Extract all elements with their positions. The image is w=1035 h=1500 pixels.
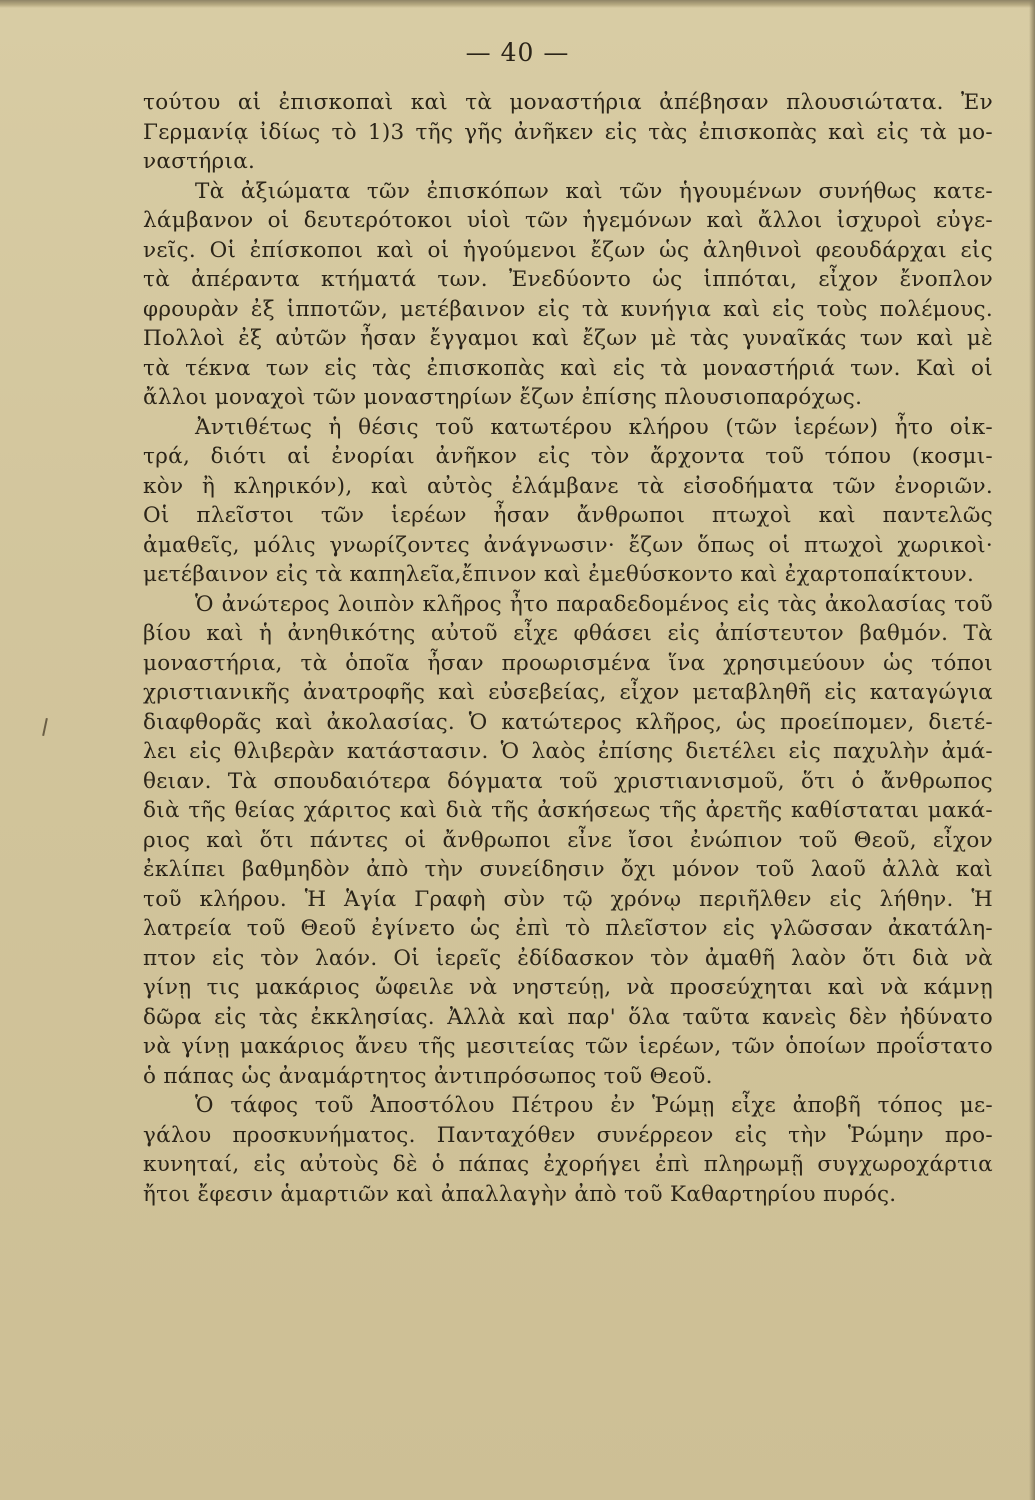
text-line: τρά, διότι αἱ ἐνορίαι ἀνῆκον εἰς τὸν ἄρχοντα τοῦ τόπου (κοσμι-: [143, 444, 993, 469]
text-line: νεῖς. Οἱ ἐπίσκοποι καὶ οἱ ἡγούμενοι ἔζων ὡς ἀληθινοὶ φεουδάρχαι εἰς: [143, 237, 993, 263]
text-line: ὁ πάπας ὡς ἀναμάρτητος ἀντιπρόσωπος τοῦ Θεοῦ.: [143, 1063, 713, 1089]
text-line: χριστιανικῆς ἀνατροφῆς καὶ εὐσεβείας, εἶχον μεταβληθῆ εἰς καταγώγια: [143, 680, 993, 705]
text-line: κὸν ἢ κληρικόν), καὶ αὐτὸς ἐλάμβανε τὰ εἰσοδήματα τῶν ἐνοριῶν.: [143, 473, 993, 499]
text-line: Γερμανίᾳ ἰδίως τὸ 1)3 τῆς γῆς ἀνῆκεν εἰς τὰς ἐπισκοπὰς καὶ εἰς τὰ μο-: [143, 119, 993, 145]
text-line: γάλου προσκυνήματος. Πανταχόθεν συνέρρεον εἰς τὴν Ῥώμην προ-: [143, 1122, 993, 1148]
text-line: θειαν. Τὰ σπουδαιότερα δόγματα τοῦ χριστιανισμοῦ, ὅτι ὁ ἄνθρωπος: [143, 768, 993, 794]
text-line: βίου καὶ ἡ ἀνηθικότης αὐτοῦ εἶχε φθάσει εἰς ἀπίστευτον βαθμόν. Τὰ: [143, 621, 993, 646]
text-line: τὰ τέκνα των εἰς τὰς ἐπισκοπὰς καὶ εἰς τὰ μοναστήριά των. Καὶ οἱ: [143, 355, 993, 381]
text-line: λει εἰς θλιβερὰν κατάστασιν. Ὁ λαὸς ἐπίσης διετέλει εἰς παχυλὴν ἀμά-: [143, 739, 993, 764]
page-top-edge: [0, 0, 1035, 8]
text-line: Οἱ πλεῖστοι τῶν ἱερέων ἦσαν ἄνθρωποι πτωχοὶ καὶ παντελῶς: [143, 503, 993, 528]
text-line: Πολλοὶ ἐξ αὐτῶν ἦσαν ἔγγαμοι καὶ ἔζων μὲ τὰς γυναῖκάς των καὶ μὲ: [143, 326, 993, 351]
text-line: τὰ ἀπέραντα κτήματά των. Ἐνεδύοντο ὡς ἱππόται, εἶχον ἔνοπλον: [143, 267, 993, 292]
text-line: ἐκλίπει βαθμηδὸν ἀπὸ τὴν συνείδησιν ὄχι μόνον τοῦ λαοῦ ἀλλὰ καὶ: [143, 857, 993, 882]
text-line: Ὁ ἀνώτερος λοιπὸν κλῆρος ἦτο παραδεδομένος εἰς τὰς ἀκολασίας τοῦ: [195, 591, 993, 617]
text-line: διὰ τῆς θείας χάριτος καὶ διὰ τῆς ἀσκήσεως τῆς ἀρετῆς καθίσταται μακά-: [143, 798, 993, 823]
text-line: ναστήρια.: [143, 149, 256, 174]
page-right-edge: [1029, 0, 1035, 1500]
text-line: μοναστήρια, τὰ ὁποῖα ἦσαν προωρισμένα ἵνα χρησιμεύουν ὡς τόποι: [143, 650, 993, 676]
text-line: τούτου αἱ ἐπισκοπαὶ καὶ τὰ μοναστήρια ἀπέβησαν πλουσιώτατα. Ἐν: [143, 90, 993, 115]
text-line: τοῦ κλήρου. Ἡ Ἁγία Γραφὴ σὺν τῷ χρόνῳ περιῆλθεν εἰς λήθην. Ἡ: [143, 886, 993, 912]
text-line: γίνῃ τις μακάριος ὤφειλε νὰ νηστεύῃ, νὰ προσεύχηται καὶ νὰ κάμνῃ: [143, 975, 993, 1000]
text-line: ἤτοι ἔφεσιν ἁμαρτιῶν καὶ ἀπαλλαγὴν ἀπὸ τοῦ Καθαρτηρίου πυρός.: [143, 1181, 897, 1207]
text-line: ἀμαθεῖς, μόλις γνωρίζοντες ἀνάγνωσιν· ἔζων ὅπως οἱ πτωχοὶ χωρικοὶ·: [143, 532, 993, 558]
text-line: φρουρὰν ἐξ ἱπποτῶν, μετέβαινον εἰς τὰ κυνήγια καὶ εἰς τοὺς πολέμους.: [143, 296, 993, 322]
text-line: ἄλλοι μοναχοὶ τῶν μοναστηρίων ἔζων ἐπίσης πλουσιοπαρόχως.: [143, 385, 863, 410]
page-number: — 40 —: [465, 38, 570, 67]
text-line: Ὁ τάφος τοῦ Ἀποστόλου Πέτρου ἐν Ῥώμῃ εἶχε ἀποβῆ τόπος με-: [195, 1093, 993, 1118]
body-text: [143, 88, 993, 1209]
text-line: λάμβανον οἱ δευτερότοκοι υἱοὶ τῶν ἡγεμόνων καὶ ἄλλοι ἰσχυροὶ εὐγε-: [143, 208, 993, 233]
text-line: δῶρα εἰς τὰς ἐκκλησίας. Ἀλλὰ καὶ παρ' ὅλα ταῦτα κανεὶς δὲν ἠδύνατο: [143, 1004, 993, 1030]
text-line: λατρεία τοῦ Θεοῦ ἐγίνετο ὡς ἐπὶ τὸ πλεῖστον εἰς γλῶσσαν ἀκατάλη-: [143, 916, 993, 941]
margin-pencil-mark: [42, 718, 48, 736]
text-line: νὰ γίνῃ μακάριος ἄνευ τῆς μεσιτείας τῶν ἱερέων, τῶν ὁποίων προΐστατο: [143, 1034, 993, 1059]
text-line: ριος καὶ ὅτι πάντες οἱ ἄνθρωποι εἶνε ἴσοι ἐνώπιον τοῦ Θεοῦ, εἶχον: [143, 827, 993, 853]
text-line: Τὰ ἀξιώματα τῶν ἐπισκόπων καὶ τῶν ἡγουμένων συνήθως κατε-: [195, 178, 993, 204]
text-line: μετέβαινον εἰς τὰ καπηλεῖα,ἔπινον καὶ ἐμεθύσκοντο καὶ ἐχαρτοπαίκτουν.: [143, 562, 975, 587]
text-line: Ἀντιθέτως ἡ θέσις τοῦ κατωτέρου κλήρου (τῶν ἱερέων) ἦτο οἰκ-: [195, 414, 993, 440]
text-line: κυνηταί, εἰς αὐτοὺς δὲ ὁ πάπας ἐχορήγει ἐπὶ πληρωμῇ συγχωροχάρτια: [143, 1152, 993, 1177]
text-line: διαφθορᾶς καὶ ἀκολασίας. Ὁ κατώτερος κλῆρος, ὡς προείπομεν, διετέ-: [143, 709, 993, 735]
text-line: πτον εἰς τὸν λαόν. Οἱ ἱερεῖς ἐδίδασκον τὸν ἀμαθῆ λαὸν ὅτι διὰ νὰ: [143, 945, 993, 971]
